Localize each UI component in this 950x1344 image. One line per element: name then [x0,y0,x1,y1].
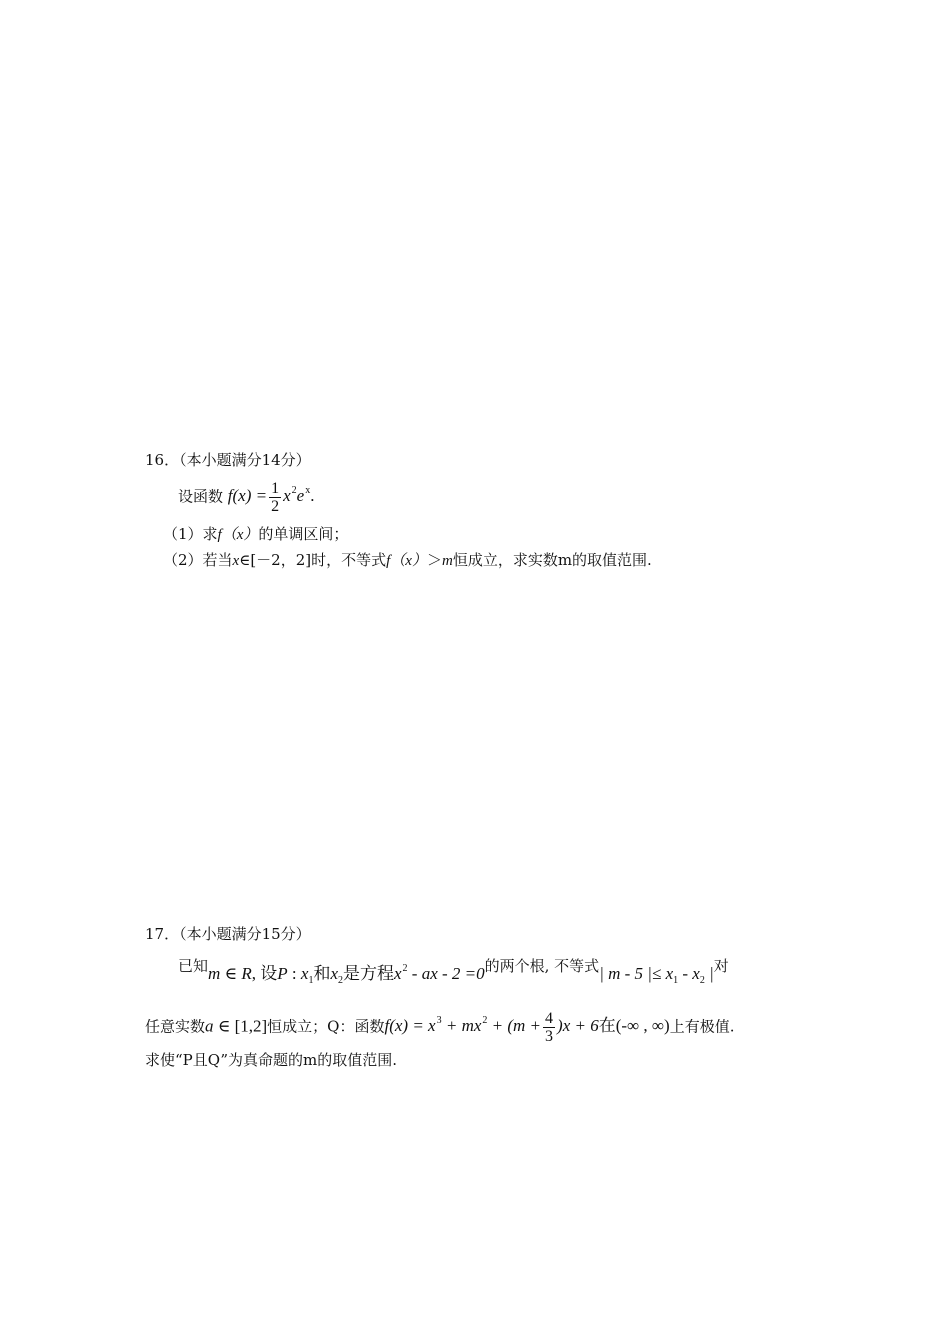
proposition-p: m ∈ R, 设P : $x_1$和$x_2$是方程$x^2$ - ax - 2 =0 [208,963,485,986]
question-17-header: 17．（本小题满分15分） [145,925,311,943]
function-formula: f(x) = $\frac{1}{2}$ $x^2e^x$. [227,480,315,515]
inequality-abs: | m - 5 |≤ $x_1 - x_2$ | [599,964,714,986]
question-16-part-1: （1）求f（x）的单调区间； [163,525,349,543]
a-range: a ∈ [1,2] [205,1016,268,1036]
question-16-header: 16．（本小题满分14分） [145,451,311,469]
question-17-line-1: 已知m ∈ R, 设P : $x_1$和$x_2$是方程$x^2$ - ax - 2 =0的两个根, 不等式| m - 5 |≤ $x_1 - x_2$ |对 [178,957,729,986]
question-17-line-3: 求使“P且Q”为真命题的m的取值范围. [145,1051,397,1069]
fraction-four-thirds: $\frac{4}{3}$ [545,1010,554,1045]
question-17-line-2: 任意实数a ∈ [1,2]恒成立；Q：函数$f(x) = x^3 + mx^2 + (m$ + $\frac{4}{3}$ )x + 6在(-∞ , ∞)上有极值. [145,1010,735,1045]
fraction-one-half: $\frac{1}{2}$ [271,480,280,515]
function-q: $f(x) = x^3 + mx^2 + (m$ + $\frac{4}{3}$ )x + 6在(-∞ , ∞) [384,1010,670,1045]
question-16-function-definition [178,480,314,515]
question-16-part-2: （2）若当x∈[－2，2]时，不等式f（x）＞m恒成立，求实数m的取值范围. [163,551,652,569]
intro-text: 设函数 [178,487,224,506]
